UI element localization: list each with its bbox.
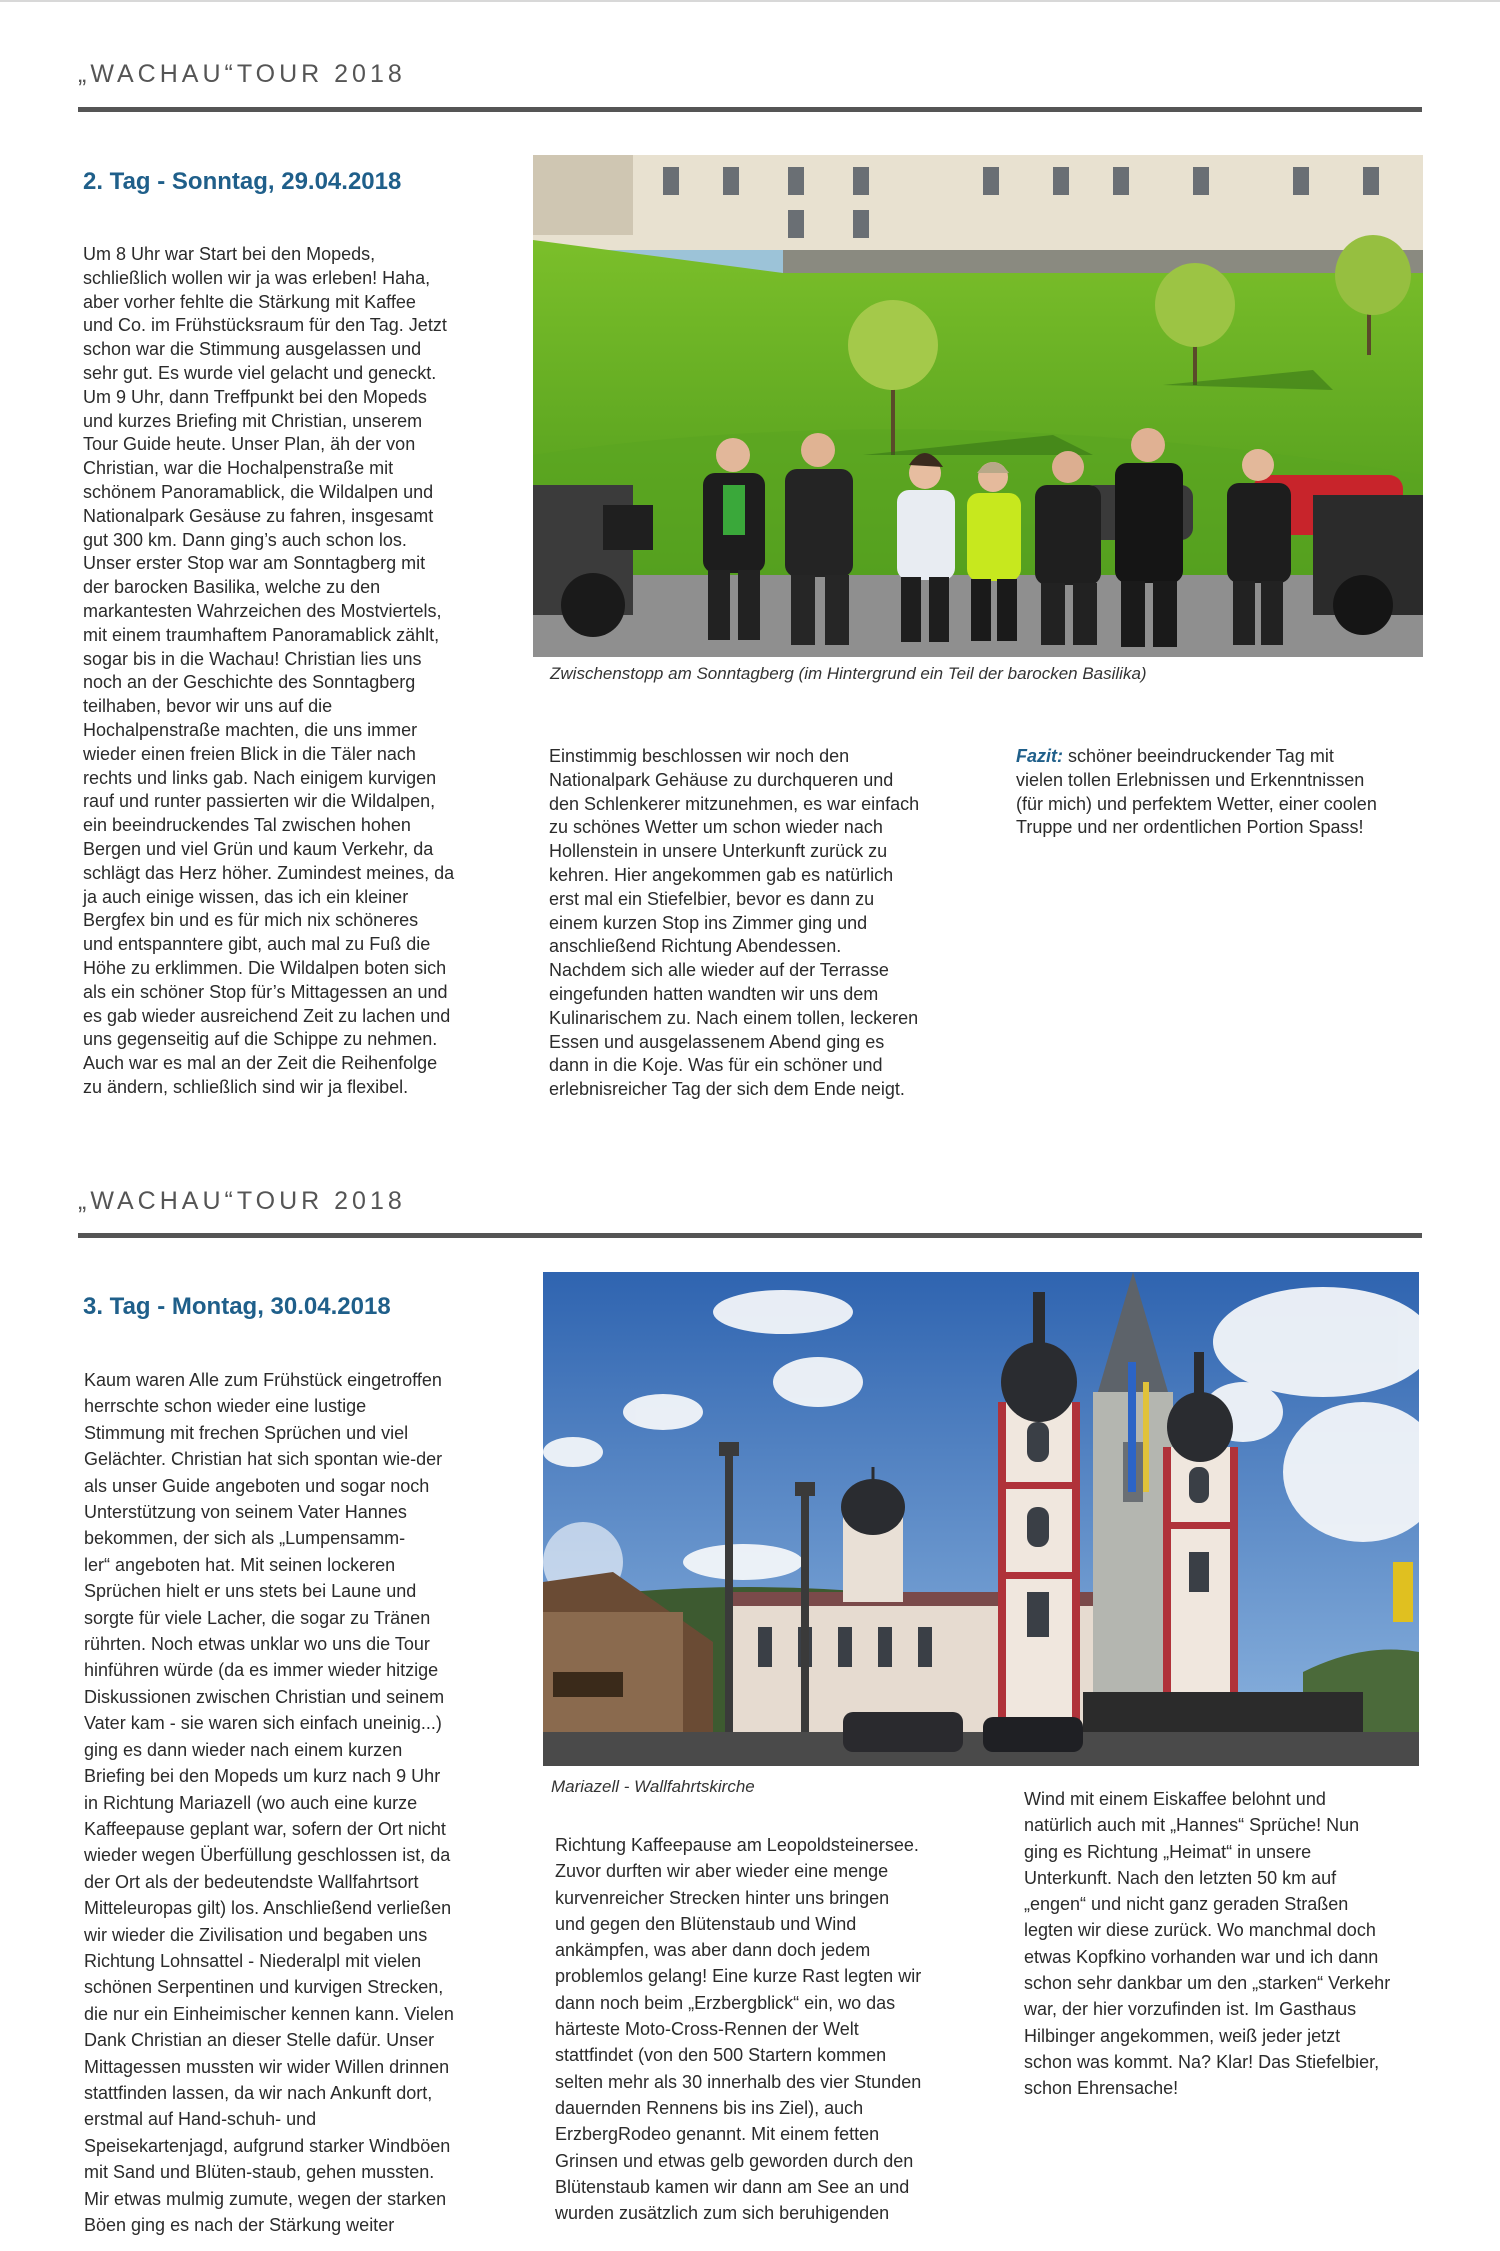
fazit-label: Fazit: — [1016, 746, 1063, 766]
day2-text-column-2: Einstimmig beschlossen wir noch den Nationalpark Gehäuse zu durchqueren und den Schlenkerer mitzunehmen, es war einfach zu schönes Wetter um schon wieder nach Hollenstein in unsere Unterkunft zurück zu kehren. Hier angekommen gab es natürlich erst mal ein Stiefelbier, bevor es dann zu einem kurzen Stop ins Zimmer ging und anschließend Richtung Abendessen. Nachdem sich alle wieder auf der Terrasse eingefunden hatten wandten wir uns dem Kulinarischem zu. Nach einem tollen, leckeren Essen und ausgelassenem Abend ging es dann in die Koje. Was für ein schöner und erlebnisreicher Tag der sich dem Ende neigt. — [549, 746, 920, 1100]
day3-text-column-1: Kaum waren Alle zum Frühstück eingetroffen herrschte schon wieder eine lustige Stimmung mit frechen Sprüchen und viel Gelächter. Christian hat sich spontan wie-der als unser Guide angeboten und sogar noch Unterstützung von seinem Vater Hannes bekommen, der sich als „Lumpensamm- ler“ angeboten hat. Mit seinen lockeren Sprüchen hielt er uns stets bei Laune und sorgte für viele Lacher, die sogar zu Tränen rührten. Noch etwas unklar wo uns die Tour hinführen würde (da es immer wieder hitzige Diskussionen zwischen Christian und seinem Vater kam - sie waren sich einfach uneinig...) ging es dann wieder nach einem kurzen Briefing bei den Mopeds um kurz nach 9 Uhr in Richtung Mariazell (wo auch eine kurze Kaffeepause geplant war, sofern der Ort nicht wieder wegen Überfüllung geschlossen ist, da der Ort als der bedeutendste Wallfahrtsort Mitteleuropas gilt) los. Anschließend verließen wir wieder die Zivilisation und begaben uns Richtung Lohnsattel - Niederalpl mit vielen schönen Serpentinen und kurvigen Strecken, die nur ein Einheimischer kennen kann. Vielen Dank Christian an dieser Stelle dafür. Unser Mittagessen mussten wir wider Willen drinnen stattfinden lassen, da wir nach Ankunft dort, erstmal auf Hand-schuh- und Speisekartenjagd, aufgrund starker Windböen mit Sand und Blüten-staub, gehen mussten. Mir etwas mulmig zumute, wegen der starken Böen ging es nach der Stärkung weiter — [84, 1370, 454, 2235]
page-header-1: „WACHAU“TOUR 2018 — [78, 60, 406, 88]
header-rule-2 — [78, 1233, 1422, 1238]
day2-text-column-1: Um 8 Uhr war Start bei den Mopeds, schließlich wollen wir ja was erleben! Haha, aber vorher fehlte die Stärkung mit Kaffee und Co. im Frühstücksraum für den Tag. Jetzt schon war die Stimmung ausgelassen und sehr gut. Es wurde viel gelacht und geneckt. Um 9 Uhr, dann Treffpunkt bei den Mopeds und kurzes Briefing mit Christian, unserem Tour Guide heute. Unser Plan, äh der von Christian, war die Hochalpenstraße mit schönem Panoramablick, die Wildalpen und Nationalpark Gesäuse zu fahren, insgesamt gut 300 km. Dann ging’s auch schon los. Unser erster Stop war am Sonntagberg mit der barocken Basilika, welche zu den markantesten Wahrzeichen des Mostviertels, mit einem traumhaftem Panoramablick zählt, sogar bis in die Wachau! Christian lies uns noch an der Geschichte des Sonntagberg teilhaben, bevor wir uns auf die Hochalpenstraße machten, die uns immer wieder einen freien Blick in die Täler nach rechts und links gab. Nach einigem kurvigen rauf und runter passierten wir die Wildalpen, ein beeindruckendes Tal zwischen hohen Bergen und viel Grün und kaum Verkehr, da schlägt das Herz höher. Zumindest meines, da ja auch einige wissen, das ich ein kleiner Bergfex bin und es für mich nix schöneres und entspanntere gibt, auch mal zu Fuß die Höhe zu erklimmen. Die Wildalpen boten sich als ein schöner Stop für’s Mittagessen an und es gab wieder ausreichend Zeit zu lachen und uns gegenseitig auf die Schippe zu nehmen. Auch war es mal an der Zeit die Reihenfolge zu ändern, schließlich sind wir ja flexibel. — [83, 244, 455, 1097]
photo-caption-1: Zwischenstopp am Sonntagberg (im Hintergrund ein Teil der barocken Basilika) — [550, 664, 1147, 683]
header-rule-1 — [78, 107, 1422, 112]
day2-title: 2. Tag - Sonntag, 29.04.2018 — [83, 168, 402, 195]
day3-text-column-3: Wind mit einem Eiskaffee belohnt und natürlich auch mit „Hannes“ Sprüche! Nun ging es Richtung „Heimat“ in unsere Unterkunft. Nach den letzten 50 km auf „engen“ und nicht ganz geraden Straßen legten wir diese zurück. Wo manchmal doch etwas Kopfkino vorhanden war und ich dann schon sehr dankbar um den „starken“ Verkehr war, der hier vorzufinden ist. Im Gasthaus Hilbinger angekommen, weiß jeder jetzt schon was kommt. Na? Klar! Das Stiefelbier, schon Ehrensache! — [1024, 1789, 1391, 2099]
day3-text-column-2: Richtung Kaffeepause am Leopoldsteinersee. Zuvor durften wir aber wieder eine menge kurvenreicher Strecken hinter uns bringen und gegen den Blütenstaub und Wind ankämpfen, was aber dann doch jedem problemlos gelang! Eine kurze Rast legten wir dann noch beim „Erzbergblick“ ein, wo das härteste Moto-Cross-Rennen der Welt stattfindet (von den 500 Startern kommen selten mehr als 30 innerhalb des vier Stunden dauernden Rennens bis ins Ziel), auch ErzbergRodeo genannt. Mit einem fetten Grinsen und etwas gelb geworden durch den Blütenstaub kamen wir dann am See an und wurden zusätzlich zum sich beruhigenden — [555, 1835, 922, 2224]
top-border — [0, 0, 1500, 2]
photo-caption-2: Mariazell - Wallfahrtskirche — [551, 1777, 755, 1796]
group-photo-sonntagberg — [533, 155, 1423, 657]
day2-fazit — [1016, 745, 1416, 840]
mariazell-basilica-photo — [543, 1272, 1419, 1766]
day3-title: 3. Tag - Montag, 30.04.2018 — [83, 1293, 391, 1320]
page-header-2: „WACHAU“TOUR 2018 — [78, 1187, 406, 1215]
fazit-text: schöner beeindruckender Tag mit vielen tollen Erlebnissen und Erkenntnissen (für mich) und perfektem Wetter, einer coolen Truppe und ner ordentlichen Portion Spass! — [1016, 746, 1377, 838]
